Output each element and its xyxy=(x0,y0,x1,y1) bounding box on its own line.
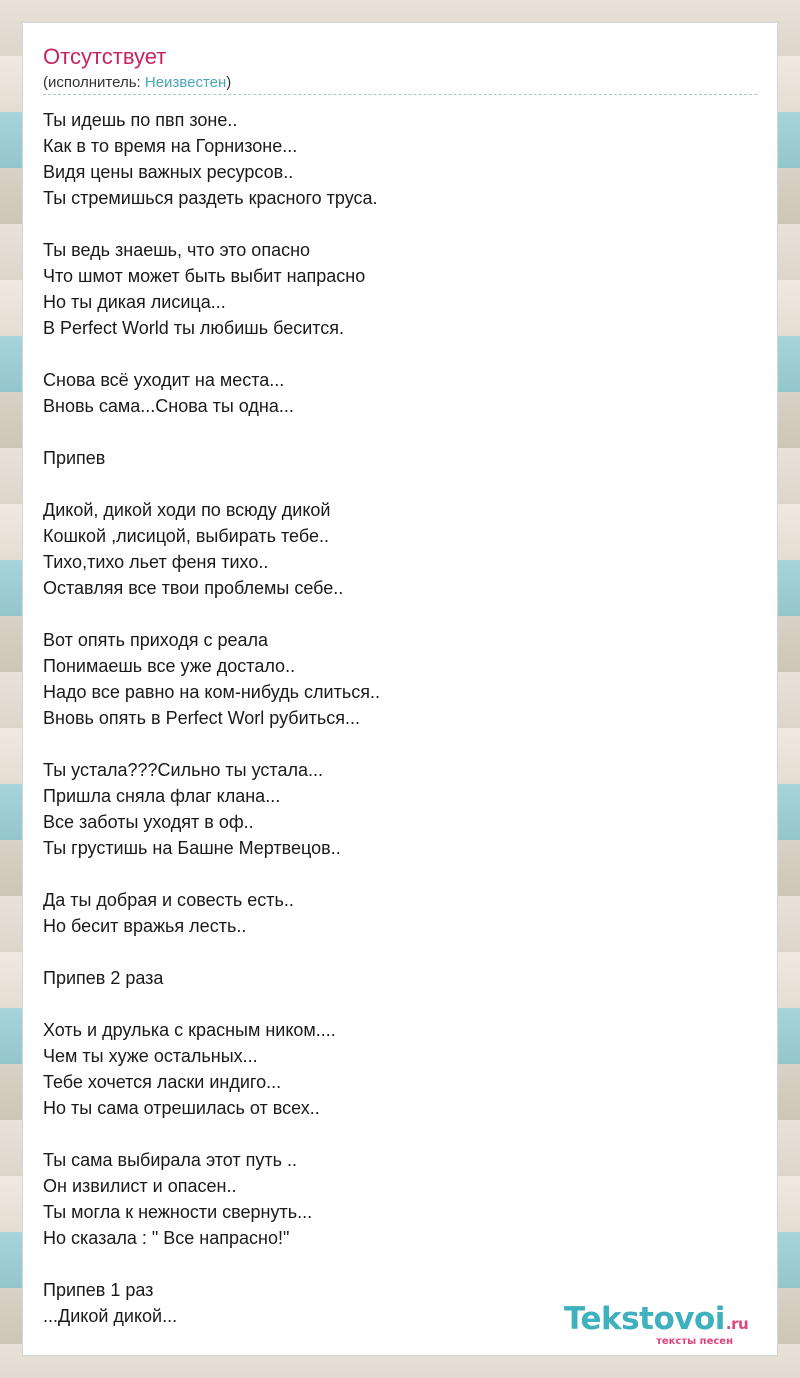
lyrics-stanza xyxy=(43,237,743,341)
lyrics-card xyxy=(22,22,778,1356)
site-logo[interactable] xyxy=(564,1301,769,1349)
lyrics-line: Но сказала : " Все напрасно!" xyxy=(43,1228,290,1248)
logo-tagline: тексты песен xyxy=(656,1336,733,1347)
logo-tld: .ru xyxy=(725,1315,749,1333)
lyrics-line: Ты устала???Сильно ты устала... xyxy=(43,760,323,780)
lyrics-line: Оставляя все твои проблемы себе.. xyxy=(43,578,344,598)
lyrics-line: Все заботы уходят в оф.. xyxy=(43,812,254,832)
lyrics-line: Хоть и друлька с красным ником.... xyxy=(43,1020,336,1040)
lyrics-line: Вновь сама...Снова ты одна... xyxy=(43,396,294,416)
lyrics-stanza xyxy=(43,887,743,939)
lyrics-line: Ты грустишь на Башне Мертвецов.. xyxy=(43,838,341,858)
lyrics-line: Надо все равно на ком-нибудь слиться.. xyxy=(43,682,380,702)
lyrics-line: Припев 1 раз xyxy=(43,1280,154,1300)
lyrics-text xyxy=(43,107,743,1329)
lyrics-line: Ты стремишься раздеть красного труса. xyxy=(43,188,378,208)
lyrics-line: Пришла сняла флаг клана... xyxy=(43,786,281,806)
artist-prefix: (исполнитель: xyxy=(43,74,145,91)
lyrics-stanza xyxy=(43,627,743,731)
lyrics-line: Но ты сама отрешилась от всех.. xyxy=(43,1098,320,1118)
lyrics-line: Ты ведь знаешь, что это опасно xyxy=(43,240,311,260)
title-divider xyxy=(43,94,757,95)
lyrics-stanza xyxy=(43,1017,743,1121)
lyrics-stanza xyxy=(43,965,743,991)
lyrics-line: Видя цены важных ресурсов.. xyxy=(43,162,294,182)
lyrics-line: Припев 2 раза xyxy=(43,968,164,988)
lyrics-line: Понимаешь все уже достало.. xyxy=(43,656,296,676)
lyrics-line: Кошкой ,лисицой, выбирать тебе.. xyxy=(43,526,329,546)
lyrics-line: Ты могла к нежности свернуть... xyxy=(43,1202,313,1222)
lyrics-line: Ты сама выбирала этот путь .. xyxy=(43,1150,298,1170)
lyrics-stanza xyxy=(43,497,743,601)
lyrics-line: Что шмот может быть выбит напрасно xyxy=(43,266,366,286)
lyrics-line: ...Дикой дикой... xyxy=(43,1306,178,1326)
lyrics-line: Припев xyxy=(43,448,106,468)
lyrics-line: Чем ты хуже остальных... xyxy=(43,1046,258,1066)
artist-suffix: ) xyxy=(226,74,232,91)
lyrics-stanza xyxy=(43,1147,743,1251)
lyrics-line: Дикой, дикой ходи по всюду дикой xyxy=(43,500,331,520)
lyrics-stanza xyxy=(43,445,743,471)
lyrics-line: Он извилист и опасен.. xyxy=(43,1176,237,1196)
logo-name: Tekstovoi xyxy=(564,1301,725,1337)
lyrics-stanza xyxy=(43,107,743,211)
song-title: Отсутствует xyxy=(43,44,167,69)
lyrics-stanza xyxy=(43,757,743,861)
artist-link[interactable]: Неизвестен xyxy=(144,74,227,91)
lyrics-line: Да ты добрая и совесть есть.. xyxy=(43,890,294,910)
lyrics-line: Тебе хочется ласки индиго... xyxy=(43,1072,282,1092)
lyrics-line: Вот опять приходя с реала xyxy=(43,630,269,650)
lyrics-line: Но бесит вражья лесть.. xyxy=(43,916,247,936)
artist-line xyxy=(43,74,231,92)
lyrics-line: В Perfect World ты любишь бесится. xyxy=(43,318,345,338)
lyrics-line: Вновь опять в Perfect Worl рубиться... xyxy=(43,708,361,728)
lyrics-line: Как в то время на Горнизоне... xyxy=(43,136,298,156)
lyrics-line: Снова всё уходит на места... xyxy=(43,370,285,390)
lyrics-line: Ты идешь по пвп зоне.. xyxy=(43,110,238,130)
lyrics-stanza xyxy=(43,367,743,419)
lyrics-line: Но ты дикая лисица... xyxy=(43,292,226,312)
lyrics-line: Тихо,тихо льет феня тихо.. xyxy=(43,552,269,572)
